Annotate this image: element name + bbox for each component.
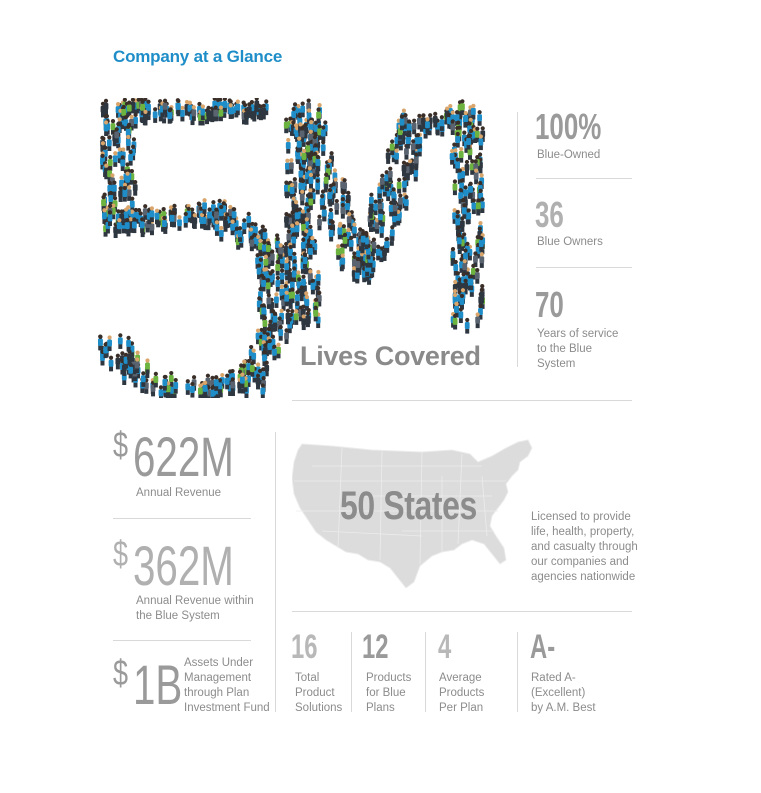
person-figure — [122, 186, 127, 202]
person-figure — [400, 115, 405, 131]
stat-label: Annual Revenue within the Blue System — [136, 595, 254, 622]
person-figure — [306, 311, 311, 327]
person-figure — [309, 173, 314, 189]
person-figure — [337, 224, 342, 240]
person-figure — [135, 357, 140, 373]
stat-blue-owners — [535, 194, 575, 236]
person-figure — [223, 216, 228, 232]
person-figure — [369, 193, 374, 209]
person-figure — [439, 115, 444, 131]
person-figure — [474, 169, 479, 185]
person-figure — [259, 104, 264, 120]
person-figure — [104, 120, 109, 136]
person-figure — [214, 375, 219, 391]
divider — [425, 632, 426, 712]
person-figure — [416, 133, 421, 149]
person-figure — [192, 213, 197, 229]
person-figure — [278, 243, 283, 259]
person-figure — [433, 112, 438, 128]
person-figure — [163, 99, 168, 115]
person-figure — [460, 294, 465, 310]
person-figure — [402, 161, 407, 177]
stat-label: Average Products Per Plan — [439, 672, 485, 714]
person-figure — [200, 104, 205, 120]
divider — [536, 178, 632, 179]
person-figure — [466, 134, 471, 150]
currency-symbol: $ — [113, 424, 129, 465]
person-figure — [126, 336, 131, 352]
person-figure — [394, 148, 399, 164]
person-figure — [115, 354, 120, 370]
stat-average-products-per-plan — [438, 628, 457, 667]
person-figure — [300, 190, 305, 206]
divider — [517, 632, 518, 712]
stat-value: 12 — [362, 628, 389, 666]
person-figure — [153, 107, 158, 123]
person-figure — [213, 106, 218, 122]
person-figure — [249, 235, 254, 251]
person-figure — [301, 314, 306, 330]
person-figure — [299, 285, 304, 301]
person-figure — [340, 254, 345, 270]
person-figure — [322, 205, 327, 221]
stat-value: 100% — [535, 106, 602, 147]
person-figure — [471, 104, 476, 120]
person-figure — [302, 149, 307, 165]
person-figure — [284, 291, 289, 307]
person-figure — [173, 378, 178, 394]
person-figure — [290, 183, 295, 199]
person-figure — [145, 358, 150, 374]
person-figure — [126, 135, 131, 151]
person-figure — [295, 290, 300, 306]
person-figure — [465, 318, 470, 334]
person-figure — [463, 111, 468, 127]
person-figure — [206, 106, 211, 122]
person-figure — [198, 383, 203, 398]
person-figure — [372, 238, 377, 254]
map-description: Licensed to provide life, health, property, and casualty through our companies and agencies nationwide — [531, 511, 638, 583]
stat-label: Rated A- (Excellent) by A.M. Best — [531, 672, 596, 714]
person-figure — [247, 102, 252, 118]
person-figure — [113, 151, 118, 167]
person-figure — [352, 222, 357, 238]
person-figure — [355, 257, 360, 273]
person-figure — [266, 278, 271, 294]
person-figure — [290, 287, 295, 303]
person-figure — [347, 212, 352, 228]
person-figure — [254, 98, 259, 112]
divider — [275, 432, 276, 712]
person-figure — [475, 268, 480, 284]
person-figure — [235, 100, 240, 116]
person-figure — [284, 212, 289, 228]
person-figure — [230, 377, 235, 393]
person-figure — [132, 217, 137, 233]
stat-value: 70 — [535, 284, 564, 325]
person-figure — [476, 198, 481, 214]
person-figure — [308, 244, 313, 260]
person-figure — [425, 117, 430, 133]
person-figure — [398, 194, 403, 210]
divider — [292, 611, 632, 612]
stat-label: Assets Under Management through Plan Investment Fund — [184, 657, 270, 714]
person-figure — [284, 259, 289, 275]
person-figure — [315, 179, 320, 195]
person-figure — [133, 180, 138, 196]
person-figure — [274, 292, 279, 308]
page-title: Company at a Glance — [113, 47, 283, 66]
person-figure — [185, 379, 190, 395]
person-figure — [321, 125, 326, 141]
person-figure — [222, 98, 227, 112]
stat-value: 362M — [133, 534, 234, 597]
person-figure — [329, 226, 334, 242]
divider — [113, 518, 251, 519]
person-figure — [159, 385, 164, 398]
stat-value: 622M — [133, 425, 234, 488]
person-figure — [280, 269, 285, 285]
person-figure — [272, 345, 277, 361]
person-figure — [308, 194, 313, 210]
person-figure — [373, 199, 378, 215]
person-figure — [155, 209, 160, 225]
person-figure — [98, 335, 103, 351]
currency-symbol: $ — [113, 652, 129, 693]
person-figure — [386, 148, 391, 164]
stat-value: 36 — [535, 194, 564, 235]
person-figure — [391, 187, 396, 203]
currency-symbol: $ — [113, 533, 129, 574]
person-figure — [127, 100, 132, 116]
person-figure — [397, 178, 402, 194]
divider — [351, 632, 352, 712]
person-figure — [246, 212, 251, 228]
person-figure — [407, 119, 412, 135]
stat-label: Total Product Solutions — [295, 672, 343, 714]
map-states-label: 50 States — [340, 484, 477, 528]
person-figure — [261, 276, 266, 292]
person-figure — [114, 127, 119, 143]
person-figure — [183, 212, 188, 228]
divider — [517, 112, 518, 367]
stat-blue-owned — [535, 106, 627, 148]
person-figure — [300, 102, 305, 118]
person-figure — [315, 155, 320, 171]
person-figure — [107, 335, 112, 351]
person-figure — [149, 206, 154, 222]
person-figure — [390, 139, 395, 155]
stat-assets-under-management — [113, 652, 183, 716]
person-figure — [321, 140, 326, 156]
lives-covered-label: Lives Covered — [300, 341, 481, 371]
person-figure — [120, 155, 125, 171]
person-figure — [297, 137, 302, 153]
person-figure — [225, 374, 230, 390]
stat-label: Products for Blue Plans — [366, 672, 412, 714]
person-figure — [141, 371, 146, 387]
person-figure — [294, 309, 299, 325]
person-figure — [125, 218, 130, 234]
person-figure — [286, 309, 291, 325]
person-figure — [207, 207, 212, 223]
person-figure — [480, 288, 485, 304]
person-figure — [162, 216, 167, 232]
person-figure — [457, 233, 462, 249]
person-figure — [361, 231, 366, 247]
stat-label: Annual Revenue — [136, 487, 222, 499]
stat-products-blue-plans — [362, 628, 400, 667]
person-figure — [104, 99, 109, 115]
person-figure — [202, 198, 207, 214]
person-figure — [390, 225, 395, 241]
person-figure — [468, 182, 473, 198]
stat-annual-revenue — [113, 424, 234, 488]
person-figure — [316, 108, 321, 124]
person-figure — [466, 208, 471, 224]
person-figure — [210, 386, 215, 398]
person-figure — [404, 195, 409, 211]
person-figure — [313, 306, 318, 322]
person-figure — [109, 356, 114, 372]
stat-value: 16 — [291, 628, 318, 666]
person-figure — [479, 236, 484, 252]
person-figure — [477, 110, 482, 126]
stat-years-service — [535, 284, 575, 326]
person-figure — [465, 160, 470, 176]
person-figure — [180, 106, 185, 122]
person-figure — [273, 312, 278, 328]
person-figure — [200, 213, 205, 229]
person-figure — [167, 108, 172, 124]
person-figure — [411, 139, 416, 155]
person-figure — [118, 186, 123, 202]
divider — [113, 640, 251, 641]
person-figure — [317, 215, 322, 231]
person-figure — [316, 270, 321, 286]
person-figure — [471, 198, 476, 214]
person-figure — [228, 103, 233, 119]
person-figure — [238, 226, 243, 242]
person-figure — [460, 216, 465, 232]
person-figure — [334, 199, 339, 215]
person-figure — [118, 333, 123, 349]
person-figure — [275, 260, 280, 276]
stat-label: Blue-Owned — [537, 149, 601, 161]
person-figure — [127, 349, 132, 365]
person-figure — [242, 218, 247, 234]
person-figure — [450, 149, 455, 165]
person-figure — [412, 119, 417, 135]
stat-label: Blue Owners — [537, 236, 603, 248]
person-figure — [108, 210, 113, 226]
person-figure — [267, 339, 272, 355]
person-figure — [256, 374, 261, 390]
person-figure — [450, 119, 455, 135]
stat-value: 4 — [438, 628, 452, 666]
person-figure — [479, 252, 484, 268]
person-figure — [376, 245, 381, 261]
person-figure — [176, 99, 181, 115]
person-figure — [289, 158, 294, 174]
person-figure — [219, 226, 224, 242]
person-figure — [310, 279, 315, 295]
person-figure — [250, 361, 255, 377]
person-figure — [191, 105, 196, 121]
person-figure — [170, 211, 175, 227]
person-figure — [286, 138, 291, 154]
divider — [292, 400, 632, 401]
person-figure — [275, 276, 280, 292]
person-figure — [340, 203, 345, 219]
stat-value: 1B — [133, 653, 183, 716]
person-figure — [453, 179, 458, 195]
stat-value: A- — [530, 628, 556, 666]
person-figure — [177, 215, 182, 231]
person-figure — [388, 167, 393, 183]
person-figure — [284, 117, 289, 133]
person-figure — [240, 373, 245, 389]
person-figure — [385, 237, 390, 253]
person-figure — [260, 383, 265, 398]
stat-am-best-rating — [530, 628, 566, 667]
person-figure — [458, 307, 463, 323]
person-figure — [478, 134, 483, 150]
person-figure — [417, 114, 422, 130]
person-figure — [162, 375, 167, 391]
stat-total-product-solutions — [291, 628, 329, 667]
person-figure — [203, 381, 208, 397]
person-figure — [453, 314, 458, 330]
person-figure — [215, 220, 220, 236]
person-figure — [266, 293, 271, 309]
stat-label: Years of service to the Blue System — [537, 328, 619, 370]
person-figure — [219, 205, 224, 221]
person-figure — [107, 135, 112, 151]
person-figure — [324, 173, 329, 189]
person-figure — [475, 312, 480, 328]
person-figure — [153, 372, 158, 388]
divider — [536, 267, 632, 268]
person-figure — [117, 218, 122, 234]
stat-revenue-blue-system — [113, 533, 234, 597]
person-figure — [230, 219, 235, 235]
person-figure — [469, 274, 474, 290]
person-figure — [380, 174, 385, 190]
person-figure — [301, 238, 306, 254]
person-figure — [278, 325, 283, 341]
person-figure — [143, 110, 148, 126]
person-figure — [303, 253, 308, 269]
person-figure — [349, 236, 354, 252]
person-figure — [328, 188, 333, 204]
person-figure — [190, 382, 195, 398]
person-figure — [219, 105, 224, 121]
